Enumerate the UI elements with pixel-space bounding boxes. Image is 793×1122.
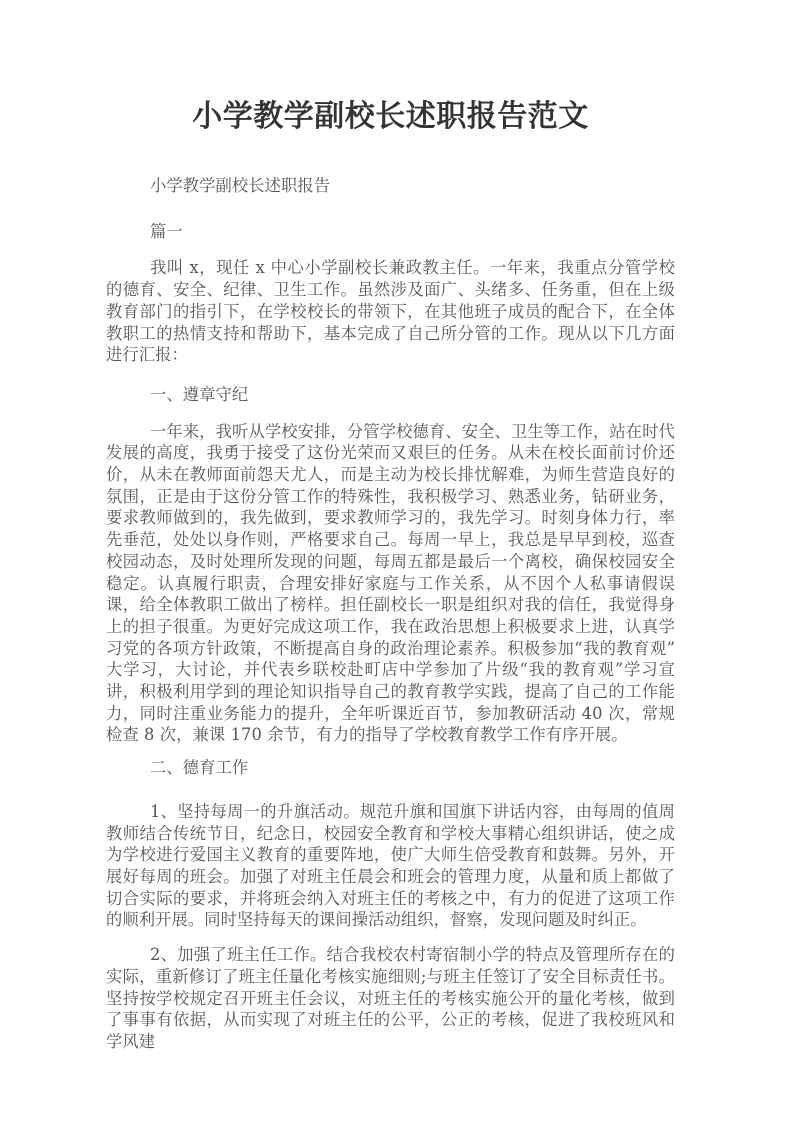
- document-title: 小学教学副校长述职报告范文: [192, 99, 589, 134]
- document-subtitle: 小学教学副校长述职报告: [150, 176, 331, 195]
- paragraph-discipline: 一年来，我听从学校安排，分管学校德育、安全、卫生等工作，站在时代发展的高度，我勇于接受了这份光荣而又艰巨的任务。从未在校长面前讨价还价，从未在教师面前怨天尤人，而是主动为校长排忧解难，为师生营造良好的氛围，正是由于这份分管工作的特殊性，我积极学习、熟悉业务，钻研业务，要求教师做到的，我先做到，要求教师学习的，我先学习。时刻身体力行，率先垂范，处处以身作则，严格要求自己。每周一早上，我总是早早到校，巡查校园动态，及时处理所发现的问题，每周五都是最后一个离校，确保校园安全稳定。认真履行职责，合理安排好家庭与工作关系，从不因个人私事请假误课，给全体教职工做出了榜样。担任副校长一职是组织对我的信任，我觉得身上的担子很重。为更好完成这项工作，我在政治思想上积极要求上进，认真学习党的各项方针政策，不断提高自身的政治理论素养。积极参加“我的教育观”大学习，大讨论，并代表乡联校赴町店中学参加了片级“我的教育观”学习宣讲，积极利用学到的理论知识指导自己的教育教学实践，提高了自己的工作能力，同时注重业务能力的提升，全年听课近百节，参加教研活动 40 次，常规检查 8 次，兼课 170 余节，有力的指导了学校教育教学工作有序开展。: [106, 421, 675, 745]
- paragraph-moral-education-2: 2、加强了班主任工作。结合我校农村寄宿制小学的特点及管理所存在的实际，重新修订了班主任量化考核实施细则;与班主任签订了安全目标责任书。坚持按学校规定召开班主任会议，对班主任的考核实施公开的量化考核，做到了事事有依据，从而实现了对班主任的公平，公正的考核，促进了我校班风和学风建: [106, 945, 675, 1051]
- paragraph-moral-education-1: 1、坚持每周一的升旗活动。规范升旗和国旗下讲话内容，由每周的值周教师结合传统节日，纪念日，校园安全教育和学校大事精心组织讲话，使之成为学校进行爱国主义教育的重要阵地，使广大师生倍受教育和鼓舞。另外，开展好每周的班会。加强了对班主任晨会和班会的管理力度，从量和质上都做了切合实际的要求，并将班会纳入对班主任的考核之中，有力的促进了这项工作的顺利开展。同时坚持每天的课间操活动组织，督察，发现问题及时纠正。: [106, 801, 675, 930]
- paragraph-intro: 我叫 x，现任 x 中心小学副校长兼政教主任。一年来，我重点分管学校的德育、安全、纪律、卫生工作。虽然涉及面广、头绪多、任务重，但在上级教育部门的指引下，在学校校长的带领下，在其他班子成员的配合下，在全体教职工的热情支持和帮助下，基本完成了自己所分管的工作。现从以下几方面进行汇报：: [106, 258, 675, 365]
- section-label: 篇一: [150, 221, 183, 241]
- section-heading-2: 二、德育工作: [150, 758, 249, 778]
- document-content: [106, 96, 675, 1053]
- section-heading-1: 一、遵章守纪: [150, 384, 249, 404]
